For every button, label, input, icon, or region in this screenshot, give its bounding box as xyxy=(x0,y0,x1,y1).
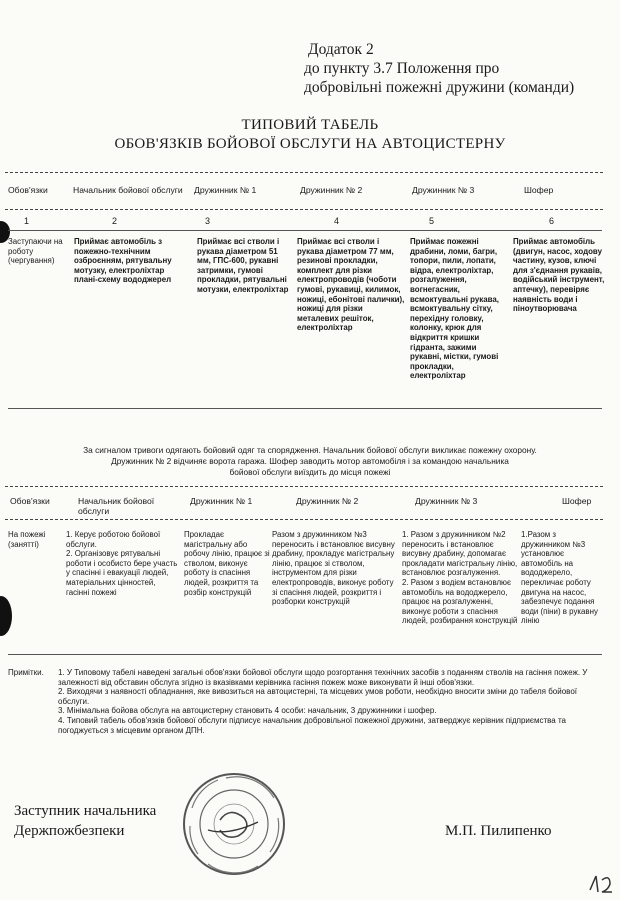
t2-header-duties: Обов'язки xyxy=(10,496,50,506)
t2-cell-member-2: Разом з дружинником №3 переносить і встановлює висувну драбину, прокладує магістральну лінію, працює зі стволом, інструментом для різки електропроводів, виконує роботу зі спасіння людей, розкриття і розборки конструкцій xyxy=(272,530,395,607)
t1-cell-duty: Заступаючи на роботу (чергування) xyxy=(8,237,63,266)
t2-cell-member-1: Прокладає магістральну або робочу лінію, працює зі стволом, виконує роботу із спасіння людей, розкриття та розбір конструкцій xyxy=(184,530,270,597)
t2-header-member-2: Дружинник № 2 xyxy=(296,496,359,506)
t2-header-chief: Начальник бойової обслуги xyxy=(78,496,155,516)
alarm-instructions-line-2: Дружинник № 2 відчиняє ворота гаража. Шофер заводить мотор автомобіля і за командою начальника xyxy=(111,456,509,466)
table2-bottom-rule xyxy=(8,654,602,655)
signatory-name: М.П. Пилипенко xyxy=(445,823,552,839)
t2-cell-duty: На пожежі (занятті) xyxy=(8,530,46,549)
handwritten-page-mark xyxy=(586,872,616,896)
t2-cell-chief: 1. Керує роботою бойової обслуги. 2. Організовує рятувальні роботи і особисто бере участь у спасінні і евакуації людей, матеріальних цінностей, гасінні пожежі xyxy=(66,530,178,597)
t1-cell-member-2: Приймає всі стволи і рукава діаметром 77 мм, резинові прокладки, комплект для різки електропроводів (чоботи гумові, рукавиці, килимок, ножиці, ебонітові палички), ножиці для різки металевих решіток, електроліхтар xyxy=(297,237,405,333)
t1-col-number: 3 xyxy=(205,216,211,226)
t1-header-duties: Обов'язки xyxy=(8,185,48,195)
notes-list xyxy=(58,668,603,735)
alarm-instructions-line-3: бойової обслуги виїздить до місця пожежі xyxy=(229,467,391,477)
t2-header-member-1: Дружинник № 1 xyxy=(190,496,253,506)
table2-header-rule xyxy=(5,519,603,520)
table2-top-rule xyxy=(5,486,603,487)
t1-header-driver: Шофер xyxy=(524,185,554,195)
note-item: 1. У Типовому табелі наведені загальні обов'язки бойової обслуги щодо розгортання технічних засобів з поданням стволів на гасіння пожеж. У залежності від обставин обслуга згідно із вказівками керівника гасіння пожеж може виконувати й інші обов'язки. xyxy=(58,668,588,687)
note-item: 3. Мінімальна бойова обслуга на автоцистерну становить 4 особи: начальник, 3 дружинники і шофер. xyxy=(58,706,437,716)
appendix-line-2: до пункту 3.7 Положення про xyxy=(304,60,500,77)
signatory-position-line-1: Заступник начальника xyxy=(14,803,157,819)
appendix-reference xyxy=(304,40,614,97)
t1-col-number: 4 xyxy=(334,216,340,226)
document-title: ТИПОВИЙ ТАБЕЛЬ xyxy=(241,117,379,133)
signatory-position-line-2: Держпожбезпеки xyxy=(14,823,125,839)
appendix-line-1: Додаток 2 xyxy=(308,41,374,58)
t2-cell-member-3: 1. Разом з дружинником №2 переносить і встановлює висувну драбину, допомагає прокладати магістральну лінію, встановлює розгалуження. 2. Разом з водієм встановлює автомобіль на вододжерело, працює на розгалуженні, виконує роботи з спасіння людей, розбирання конструкцій xyxy=(402,530,518,626)
alarm-instructions-line-1: За сигналом тривоги одягають бойовий одяг та спорядження. Начальник бойової обслуги викликає пожежну охорону. xyxy=(83,445,537,455)
t1-col-number: 1 xyxy=(24,216,30,226)
note-item: 4. Типовий табель обов'язків бойової обслуги підписує начальник добровільної пожежної дружини, затверджує керівник підприємства та погоджується з місцевим органом ДПН. xyxy=(58,715,566,735)
t2-cell-driver: 1.Разом з дружинником №3 установлює автомобіль на вододжерело, перекличає роботу двигуна на насос, забезпечує подання води (піни) в рукавну лінію xyxy=(521,530,598,626)
table1-numbers-rule xyxy=(8,230,602,231)
table1-header-rule xyxy=(5,209,603,210)
t1-cell-chief: Приймає автомобіль з пожежно-технічним озброєнням, рятувальну мотузку, електроліхтар плані-схему вододжерел xyxy=(74,237,172,285)
t1-cell-driver: Приймає автомобіль (двигун, насос, ходову частину, кузов, ключі для з'єднання рукавів, водійський інструмент, аптечку), перевіряє наявність води і піноутворювача xyxy=(513,237,605,314)
note-item: 2. Виходячи з наявності обладнання, яке вивозиться на автоцистерні, та місцевих умов роботи, необхідно вносити зміни до табеля бойової обслуги. xyxy=(58,687,577,706)
t1-header-chief: Начальник бойової обслуги xyxy=(73,185,183,195)
t2-header-member-3: Дружинник № 3 xyxy=(415,496,478,506)
t1-col-number: 6 xyxy=(549,216,555,226)
t1-header-member-1: Дружинник № 1 xyxy=(194,185,257,195)
t1-cell-member-1: Приймає всі стволи і рукава діаметром 51 мм, ГПС-600, рукавні затримки, гумові прокладки, рятувальні мотузки, електроліхтар xyxy=(197,237,289,294)
t1-cell-member-3: Приймає пожежні драбини, ломи, багри, топори, пили, лопати, відра, електроліхтар, розгалуження, вогнегасник, всмоктувальні рукава, всмоктувальну сітку, перехідну головку, колонку, крюк для відкриття кришки гідранта, зажими рукавні, містки, гумові прокладки, електроліхтар xyxy=(410,237,499,381)
official-seal-stamp xyxy=(178,768,290,880)
t1-col-number: 2 xyxy=(112,216,118,226)
appendix-line-3: добровільні пожежні дружини (команди) xyxy=(304,79,575,96)
notes-label: Примітки. xyxy=(8,668,44,677)
document-subtitle: ОБОВ'ЯЗКІВ БОЙОВОЇ ОБСЛУГИ НА АВТОЦИСТЕРНУ xyxy=(114,136,506,152)
t1-header-member-3: Дружинник № 3 xyxy=(412,185,475,195)
t1-col-number: 5 xyxy=(429,216,435,226)
t1-header-member-2: Дружинник № 2 xyxy=(300,185,363,195)
table1-top-rule xyxy=(5,172,603,173)
punch-hole-bottom xyxy=(0,596,12,636)
table1-bottom-rule xyxy=(8,408,602,409)
t2-header-driver: Шофер xyxy=(562,496,592,506)
